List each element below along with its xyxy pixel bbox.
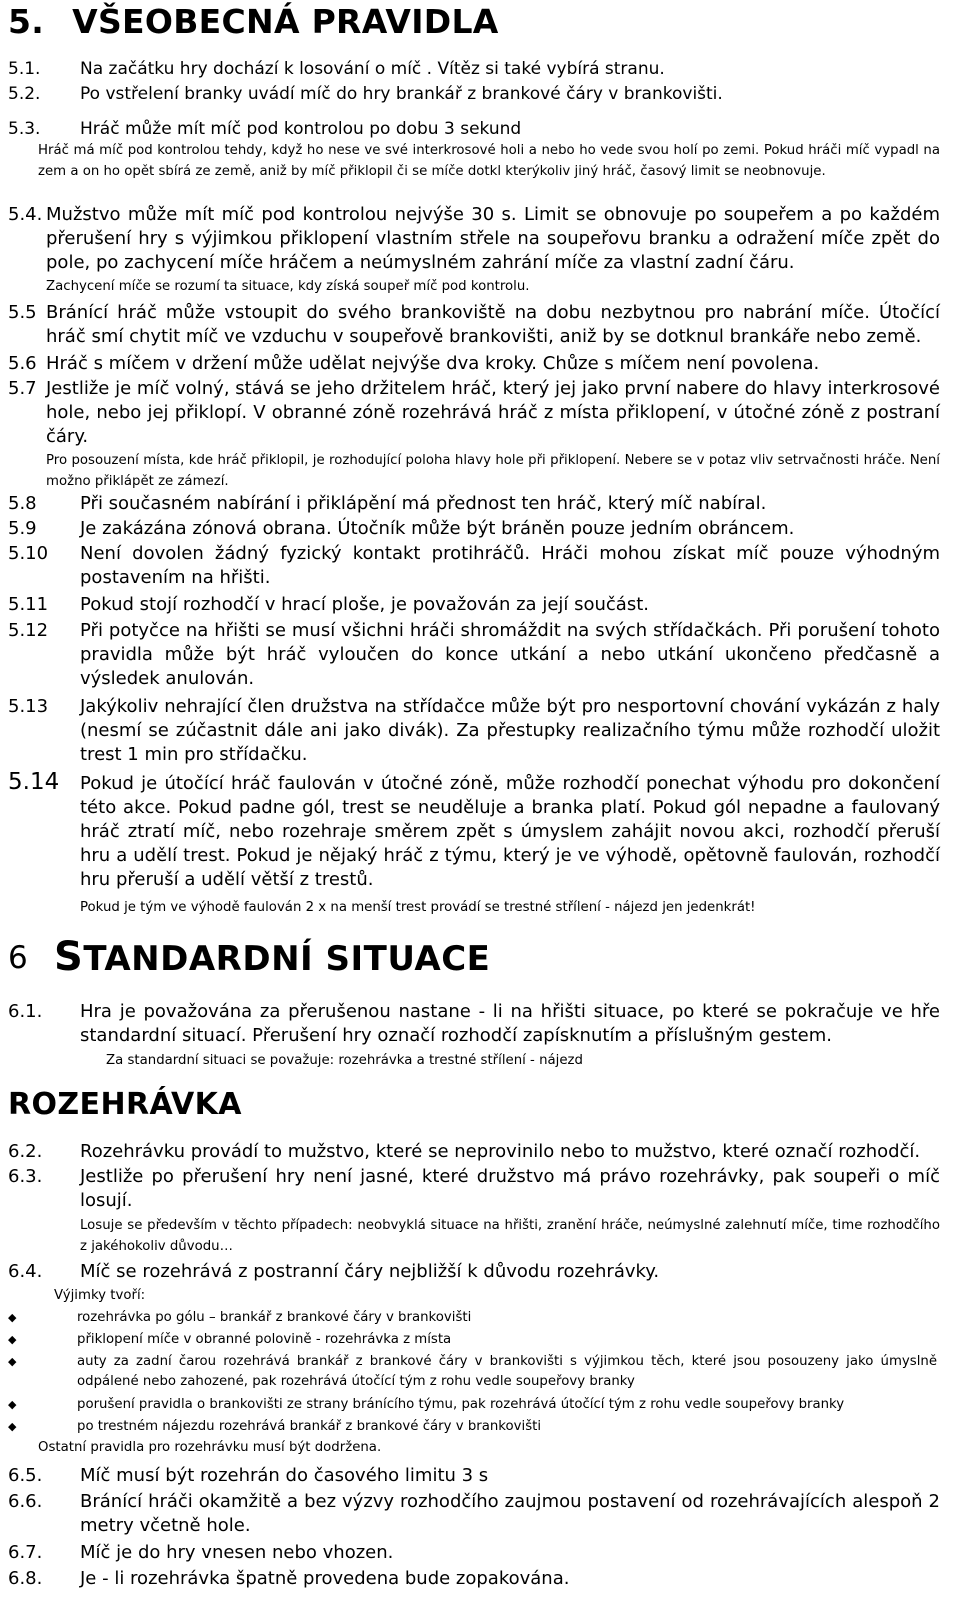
rule-number: 5.5 bbox=[8, 302, 37, 323]
diamond-bullet-icon: ◆ bbox=[8, 1311, 17, 1324]
rule-text: Hráč může mít míč pod kontrolou po dobu 3 sekund bbox=[80, 119, 522, 139]
rule-note: Zachycení míče se rozumí ta situace, kdy získá soupeř míč pod kontrolu. bbox=[46, 279, 530, 294]
rule-number: 5.9 bbox=[8, 518, 37, 539]
rule-text: Je - li rozehrávka špatně provedena bude zopakována. bbox=[80, 1568, 570, 1589]
rule-text: Bránící hráči okamžitě a bez výzvy rozhodčího zaujmou postavení od rozehrávajících alespoň 2 metry včetně hole. bbox=[80, 1491, 940, 1536]
rule-text: Rozehrávku provádí to mužstvo, které se neprovinilo nebo to mužstvo, které označí rozhodčí. bbox=[80, 1141, 921, 1162]
rule-text: Při potyčce na hřišti se musí všichni hráči shromáždit na svých střídačkách. Při porušení tohoto pravidla může být hráč vyloučen do konce utkání a nebo utkání ukončeno předčasně a výsledek anulován. bbox=[80, 620, 940, 689]
rule-number: 6.5. bbox=[8, 1465, 43, 1486]
rule-text: Hráč s míčem v držení může udělat nejvýše dva kroky. Chůze s míčem není povolena. bbox=[46, 353, 820, 374]
rule-note: Losuje se především v těchto případech: neobvyklá situace na hřišti, zranění hráče, neúmyslné zalehnutí míče, time rozhodčího z jakéhokoliv důvodu… bbox=[80, 1218, 940, 1254]
section-title-rest: TANDARDNÍ SITUACE bbox=[83, 939, 491, 979]
rule-text: Není dovolen žádný fyzický kontakt protihráčů. Hráči mohou získat míč pouze výhodným postavením na hřišti. bbox=[80, 543, 940, 588]
rule-number: 5.10 bbox=[8, 543, 49, 564]
rule-text: Jestliže po přerušení hry není jasné, které družstvo má právo rozehrávky, pak soupeři o míč losují. bbox=[80, 1166, 940, 1211]
rule-number: 6.3. bbox=[8, 1166, 43, 1187]
rule-note: Ostatní pravidla pro rozehrávku musí být dodržena. bbox=[38, 1440, 382, 1455]
rule-text: Pokud stojí rozhodčí v hrací ploše, je považován za její součást. bbox=[80, 594, 649, 615]
rule-number: 5.6 bbox=[8, 353, 37, 374]
rule-text: Míč se rozehrává z postranní čáry nejbližší k důvodu rozehrávky. bbox=[80, 1261, 660, 1282]
bullet-text: přiklopení míče v obranné polovině - rozehrávka z místa bbox=[77, 1332, 452, 1347]
rule-note: Za standardní situaci se považuje: rozehrávka a trestné střílení - nájezd bbox=[106, 1053, 583, 1068]
rule-number: 5.13 bbox=[8, 696, 49, 717]
rule-number: 5.14 bbox=[8, 769, 60, 795]
rule-number: 5.11 bbox=[8, 594, 49, 615]
rule-text: Bránící hráč může vstoupit do svého brankoviště na dobu nezbytnou pro nabrání míče. Útočící hráč smí chytit míč ve vzduchu v soupeřově brankovišti, aniž by se dotknul brankáře nebo země. bbox=[46, 302, 940, 347]
rule-text: Po vstřelení branky uvádí míč do hry brankář z brankové čáry v brankovišti. bbox=[80, 84, 723, 104]
diamond-bullet-icon: ◆ bbox=[8, 1333, 17, 1346]
rule-note: Pro posouzení místa, kde hráč přiklopil, je rozhodující poloha hlavy hole při přiklopení. Nebere se v potaz vliv setrvačnosti hráče. Není možno přiklápět ze zámezí. bbox=[46, 453, 940, 489]
rule-text: Mužstvo může mít míč pod kontrolou nejvýše 30 s. Limit se obnovuje po soupeřem a po každém přerušení hry s výjimkou přiklopení vlastním střele na soupeřovu branku a odražení míče zpět do pole, po zachycení míče hráčem a neúmyslném zahrání míče za vlastní zadní čáru. bbox=[46, 204, 940, 273]
rule-text: Pokud je útočící hráč faulován v útočné zóně, může rozhodčí ponechat výhodu pro dokončení této akce. Pokud padne gól, trest se neuděluje a branka platí. Pokud gól nepadne a faulovaný hráč ztratí míč, nebo rozehraje směrem zpět s úmyslem zahájit novou akci, rozhodčí přeruší hru a udělí trest. Pokud je nějaký hráč z týmu, který je ve výhodě, opětovně faulován, rozhodčí hru přeruší a udělí větší z trestů. bbox=[80, 773, 940, 890]
rule-number: 6.6. bbox=[8, 1491, 43, 1512]
rule-number: 6.7. bbox=[8, 1542, 43, 1563]
rule-text: Při současném nabírání i přiklápění má přednost ten hráč, který míč nabíral. bbox=[80, 493, 767, 514]
section-number: 5. bbox=[8, 2, 45, 41]
section-number: 6 bbox=[8, 940, 28, 976]
rule-text: Jestliže je míč volný, stává se jeho držitelem hráč, který jej jako první nabere do hlavy interkrosové hole, nebo jej přiklopí. V obranné zóně rozehrává hráč z místa přiklopení, v útočné zóně z postraní čáry. bbox=[46, 378, 940, 447]
diamond-bullet-icon: ◆ bbox=[8, 1398, 17, 1411]
rule-number: 5.3. bbox=[8, 119, 41, 139]
rule-text: Míč musí být rozehrán do časového limitu 3 s bbox=[80, 1465, 489, 1486]
rule-note: Pokud je tým ve výhodě faulován 2 x na menší trest provádí se trestné střílení - nájezd jen jedenkrát! bbox=[80, 900, 756, 915]
rule-number: 6.2. bbox=[8, 1141, 43, 1162]
section-title-initial: S bbox=[54, 934, 84, 980]
rule-number: 6.8. bbox=[8, 1568, 43, 1589]
diamond-bullet-icon: ◆ bbox=[8, 1355, 17, 1368]
rule-number: 6.4. bbox=[8, 1261, 43, 1282]
bullet-text: po trestném nájezdu rozehrává brankář z brankové čáry v brankovišti bbox=[77, 1419, 542, 1434]
rule-number: 5.4. bbox=[8, 204, 43, 225]
rule-text: Je zakázána zónová obrana. Útočník může být bráněn pouze jedním obráncem. bbox=[80, 518, 795, 539]
rule-text: Míč je do hry vnesen nebo vhozen. bbox=[80, 1542, 394, 1563]
rule-number: 5.12 bbox=[8, 620, 49, 641]
rule-note: Hráč má míč pod kontrolou tehdy, když ho nese ve své interkrosové holi a nebo ho vede svou holí po zemi. Pokud hráči míč vypadl na zem a on ho opět sbírá ze země, aniž by míč přiklopil či se míče dotkl kterýkoliv jiný hráč, časový limit se neobnovuje. bbox=[38, 143, 940, 179]
rule-number: 5.8 bbox=[8, 493, 37, 514]
rule-number: 5.2. bbox=[8, 84, 41, 104]
bullet-text: porušení pravidla o brankovišti ze strany bránícího týmu, pak rozehrává útočící tým z rohu vedle soupeřovy branky bbox=[77, 1397, 845, 1412]
rule-number: 5.1. bbox=[8, 59, 41, 79]
rule-number: 5.7 bbox=[8, 378, 37, 399]
bullet-text: auty za zadní čarou rozehrává brankář z brankové čáry v brankovišti s výjimkou těch, které jsou posouzeny jako úmyslně odpálené nebo zahozené, pak rozehrává útočící tým z rohu vedle soupeřovy branky bbox=[77, 1354, 937, 1389]
exceptions-label-text: Výjimky tvoří: bbox=[54, 1288, 146, 1303]
subsection-heading: ROZEHRÁVKA bbox=[8, 1087, 242, 1122]
rule-text: Jakýkoliv nehrající člen družstva na střídačce může být pro nesportovní chování vykázán z haly (nesmí se zúčastnit dále ani jako divák). Za přestupky realizačního týmu může rozhodčí uložit trest 1 min pro střídačku. bbox=[80, 696, 940, 765]
section-title: VŠEOBECNÁ PRAVIDLA bbox=[72, 2, 499, 41]
section-title bbox=[54, 934, 490, 980]
diamond-bullet-icon: ◆ bbox=[8, 1420, 17, 1433]
section-5-heading bbox=[8, 2, 499, 41]
bullet-text: rozehrávka po gólu – brankář z brankové čáry v brankovišti bbox=[77, 1310, 472, 1325]
rule-number: 6.1. bbox=[8, 1001, 43, 1022]
rule-text: Hra je považována za přerušenou nastane - li na hřišti situace, po které se pokračuje ve hře standardní situací. Přerušení hry označí rozhodčí zapísknutím a příslušným gestem. bbox=[80, 1001, 940, 1046]
rule-text: Na začátku hry dochází k losování o míč . Vítěz si také vybírá stranu. bbox=[80, 59, 665, 79]
